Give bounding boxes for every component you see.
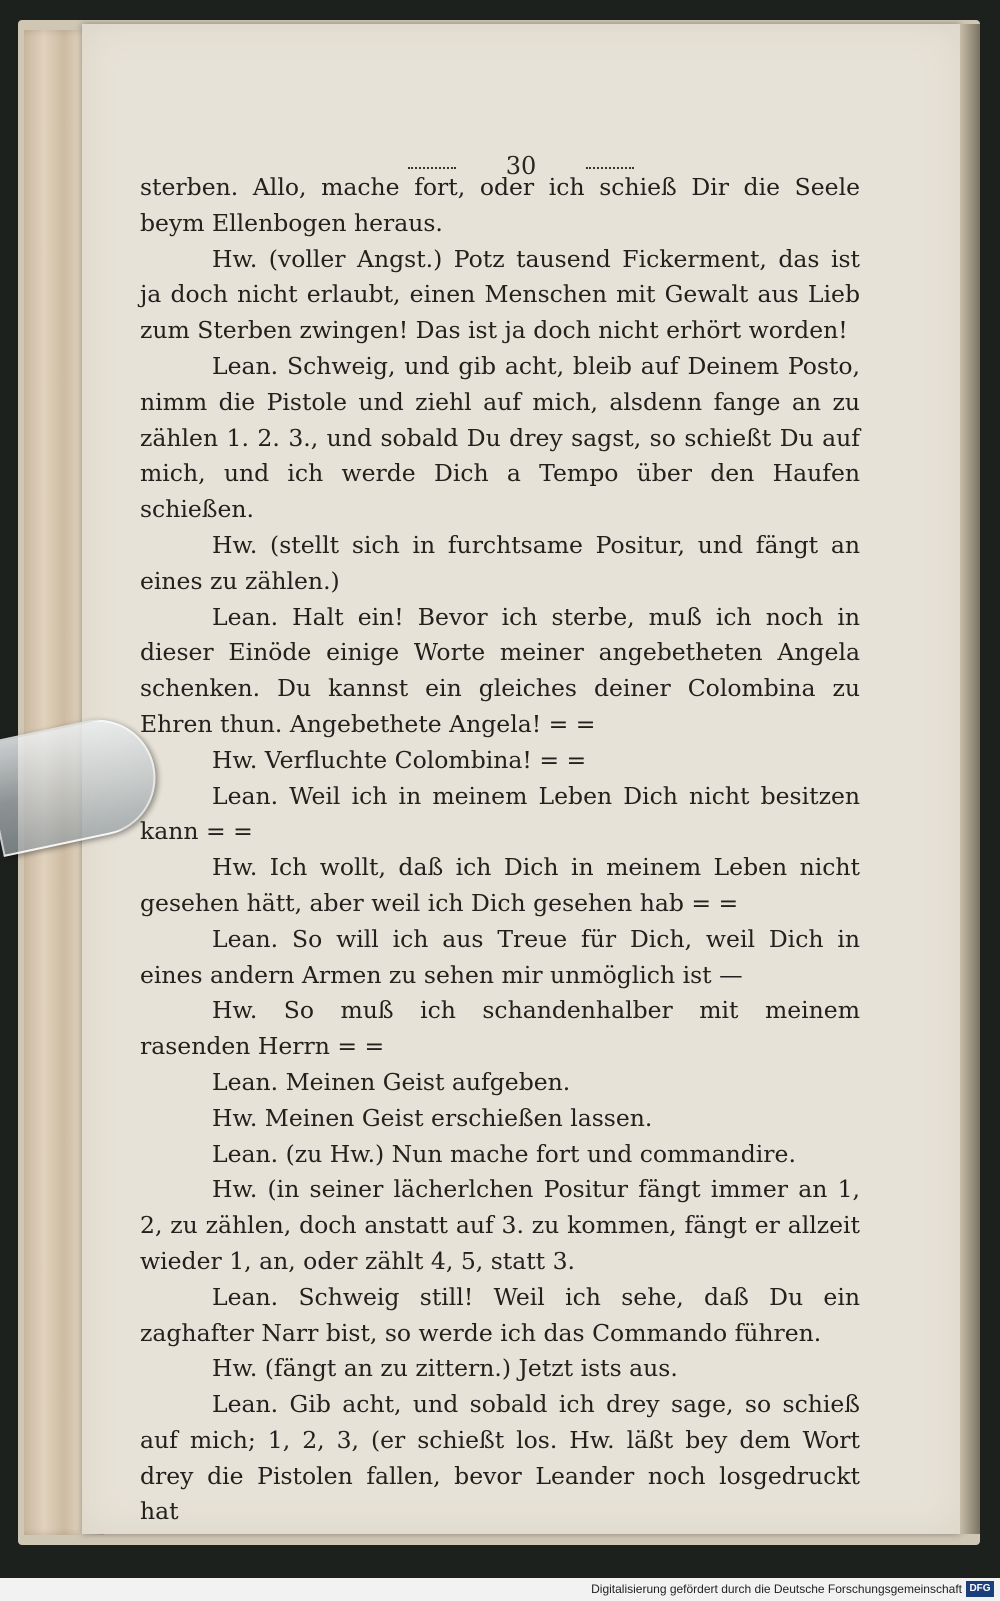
footer-bar (0, 1578, 1000, 1601)
body-text (140, 170, 860, 1530)
page-number: 30 (505, 152, 537, 180)
paragraph: Lean. Halt ein! Bevor ich sterbe, muß ich noch in dieser Einöde einige Worte meiner angebetheten Angela schenken. Du kannst ein gleiches deiner Colombina zu Ehren thun. Angebethete Angela! = = (140, 602, 860, 738)
paragraph: Hw. So muß ich schandenhalber mit meinem rasenden Herrn = = (140, 996, 860, 1061)
paragraph: Hw. Meinen Geist erschießen lassen. (212, 1103, 653, 1132)
paragraph: Lean. (zu Hw.) Nun mache fort und commandire. (212, 1139, 796, 1168)
paragraph: Lean. Gib acht, und sobald ich drey sage, so schieß auf mich; 1, 2, 3, (er schießt los. Hw. läßt bey dem Wort drey die Pistolen fallen, bevor Leander noch losgedruckt hat (140, 1390, 860, 1526)
dfg-logo: DFG (966, 1581, 994, 1597)
paragraph: sterben. Allo, mache fort, oder ich schieß Dir die Seele beym Ellenbogen heraus. (140, 173, 860, 237)
paragraph: Hw. Ich wollt, daß ich Dich in meinem Leben nicht gesehen hätt, aber weil ich Dich gesehen hab = = (140, 853, 860, 917)
paragraph: Hw. Verfluchte Colombina! = = (212, 745, 587, 774)
paragraph: Lean. Meinen Geist aufgeben. (212, 1067, 571, 1096)
paragraph: Lean. Schweig still! Weil ich sehe, daß Du ein zaghafter Narr bist, so werde ich das Commando führen. (140, 1282, 860, 1347)
page-gutter (960, 24, 980, 1534)
paragraph: Lean. So will ich aus Treue für Dich, weil Dich in eines andern Armen zu sehen mir unmöglich ist — (140, 924, 860, 989)
paragraph: Hw. (in seiner lächerlchen Positur fängt immer an 1, 2, zu zählen, doch anstatt auf 3. zu kommen, fängt er allzeit wieder 1, an, oder zählt 4, 5, statt 3. (140, 1175, 860, 1275)
paragraph: Hw. (stellt sich in furchtsame Positur, und fängt an eines zu zählen.) (140, 530, 860, 595)
paragraph: Lean. Schweig, und gib acht, bleib auf Deinem Posto, nimm die Pistole und ziehl auf mich, alsdenn fange an zu zählen 1. 2. 3., und sobald Du drey sagst, so schießt Du auf mich, und ich werde Dich a Tempo über den Haufen schießen. (140, 351, 860, 524)
header-rule-left (408, 167, 456, 169)
footer-credit: Digitalisierung gefördert durch die Deutsche Forschungsgemeinschaft (591, 1582, 962, 1596)
paragraph: Hw. (fängt an zu zittern.) Jetzt ists aus. (212, 1354, 678, 1383)
paragraph: Hw. (voller Angst.) Potz tausend Fickerment, das ist ja doch nicht erlaubt, einen Menschen mit Gewalt aus Lieb zum Sterben zwingen! Das ist ja doch nicht erhört worden! (140, 244, 860, 345)
header-rule-right (586, 167, 634, 169)
paragraph: Lean. Weil ich in meinem Leben Dich nicht besitzen kann = = (140, 781, 860, 846)
